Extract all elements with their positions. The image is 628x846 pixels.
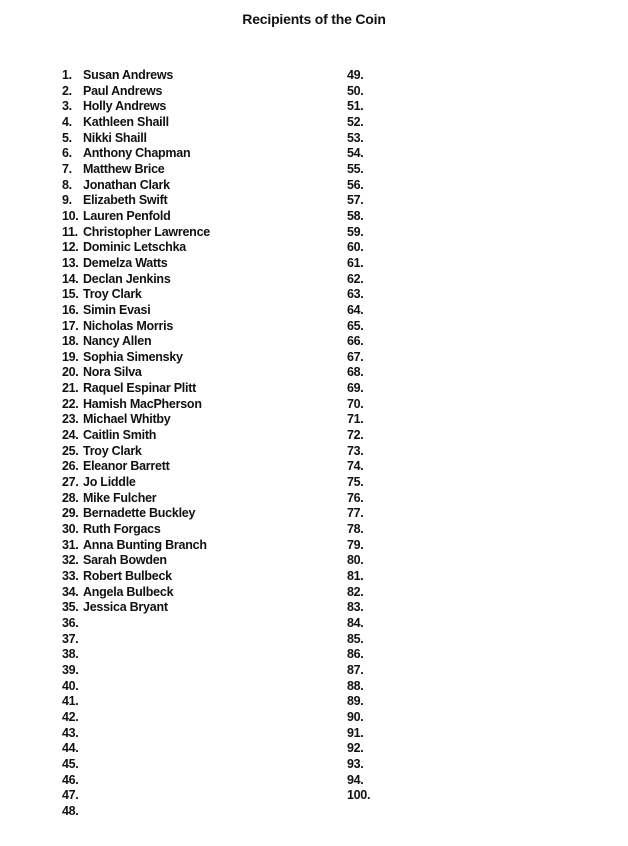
list-item-name: Sophia Simensky (83, 349, 183, 364)
list-item (347, 350, 370, 366)
list-item-name: Ruth Forgacs (83, 522, 161, 537)
list-item-number: 3. (62, 99, 72, 114)
list-item (62, 444, 210, 460)
list-item-number: 11. (62, 224, 78, 239)
list-item (347, 632, 370, 648)
list-item-number: 75. (347, 475, 364, 490)
list-item (62, 506, 210, 522)
list-item-number: 27. (62, 475, 79, 490)
list-item-number: 36. (62, 615, 79, 630)
list-item-number: 17. (62, 318, 79, 333)
list-item (347, 741, 370, 757)
list-item (62, 475, 210, 491)
list-item-number: 34. (62, 584, 79, 599)
list-item (347, 162, 370, 178)
list-item-number: 62. (347, 271, 364, 286)
list-item-name: Eleanor Barrett (83, 459, 170, 474)
list-item (62, 569, 210, 585)
list-item (62, 428, 210, 444)
list-item-number: 70. (347, 396, 364, 411)
list-item (62, 647, 210, 663)
list-item (62, 522, 210, 538)
list-item-number: 53. (347, 130, 364, 145)
list-item-number: 85. (347, 631, 364, 646)
list-item-name: Jessica Bryant (83, 600, 168, 615)
list-item-number: 86. (347, 647, 364, 662)
list-item (347, 710, 370, 726)
list-item (347, 538, 370, 554)
list-item-name: Hamish MacPherson (83, 396, 202, 411)
list-item-number: 89. (347, 694, 364, 709)
list-item-name: Mike Fulcher (83, 490, 157, 505)
list-item-number: 79. (347, 537, 364, 552)
list-item (347, 522, 370, 538)
list-item-number: 24. (62, 428, 79, 443)
list-item (62, 804, 210, 820)
list-item-number: 69. (347, 381, 364, 396)
list-item-name: Nancy Allen (83, 334, 152, 349)
list-item-number: 19. (62, 349, 79, 364)
list-item (347, 616, 370, 632)
list-item-number: 22. (62, 396, 79, 411)
list-item-number: 10. (62, 208, 79, 223)
list-item-number: 73. (347, 443, 364, 458)
list-item-number: 46. (62, 772, 79, 787)
list-item (62, 741, 210, 757)
list-item (62, 600, 210, 616)
list-item-number: 12. (62, 240, 79, 255)
list-item-number: 56. (347, 177, 364, 192)
list-item-number: 25. (62, 443, 79, 458)
list-item-number: 58. (347, 208, 364, 223)
list-item (347, 428, 370, 444)
list-item (62, 131, 210, 147)
list-item (62, 538, 210, 554)
list-item (62, 84, 210, 100)
list-item (347, 726, 370, 742)
list-item (62, 663, 210, 679)
list-item-name: Demelza Watts (83, 255, 168, 270)
list-item-name: Jo Liddle (83, 475, 136, 490)
list-item-number: 67. (347, 349, 364, 364)
list-item (62, 757, 210, 773)
list-item (347, 679, 370, 695)
list-item-name: Holly Andrews (83, 99, 167, 114)
list-item (347, 334, 370, 350)
list-item-name: Robert Bulbeck (83, 569, 172, 583)
list-item-number: 40. (62, 678, 79, 693)
list-item (347, 84, 370, 100)
list-item (347, 131, 370, 147)
list-item (347, 209, 370, 225)
list-item (62, 710, 210, 726)
recipient-list-left (62, 68, 210, 820)
list-item (347, 193, 370, 209)
list-item-number: 41. (62, 694, 79, 709)
list-item-number: 42. (62, 709, 79, 724)
list-item-name: Angela Bulbeck (83, 584, 174, 599)
list-item-number: 45. (62, 756, 79, 771)
list-item (62, 788, 210, 804)
list-item (62, 115, 210, 131)
list-item (347, 240, 370, 256)
list-item-number: 2. (62, 83, 72, 98)
list-item (347, 115, 370, 131)
list-item-number: 71. (347, 412, 364, 427)
list-item (62, 272, 210, 288)
list-item-number: 76. (347, 490, 364, 505)
list-item (347, 319, 370, 335)
list-item (62, 256, 210, 272)
list-item-name: Raquel Espinar Plitt (83, 381, 197, 396)
list-item (62, 303, 210, 319)
list-item-number: 43. (62, 725, 79, 740)
list-item-name: Christopher Lawrence (83, 224, 210, 239)
list-item-number: 91. (347, 725, 364, 740)
list-item (347, 178, 370, 194)
list-item-number: 44. (62, 741, 79, 756)
list-item-name: Jonathan Clark (83, 177, 170, 192)
list-item (347, 444, 370, 460)
list-item (62, 319, 210, 335)
list-item (62, 459, 210, 475)
list-item-name: Nora Silva (83, 365, 142, 380)
list-item-number: 49. (347, 68, 364, 82)
list-item-number: 32. (62, 553, 79, 568)
list-item-number: 57. (347, 193, 364, 208)
list-item-number: 80. (347, 553, 364, 568)
list-item (62, 585, 210, 601)
list-item (347, 757, 370, 773)
list-item (62, 209, 210, 225)
list-item-name: Dominic Letschka (83, 240, 186, 255)
list-item-number: 52. (347, 114, 364, 129)
list-item-name: Lauren Penfold (83, 208, 171, 223)
list-item-number: 55. (347, 161, 364, 176)
list-item (347, 256, 370, 272)
list-item (347, 412, 370, 428)
list-item-number: 29. (62, 506, 79, 521)
list-item (62, 225, 210, 241)
list-item-number: 30. (62, 522, 79, 537)
list-item-number: 15. (62, 287, 79, 302)
list-item (62, 553, 210, 569)
list-item-number: 74. (347, 459, 364, 474)
list-item-number: 16. (62, 302, 79, 317)
list-item-number: 26. (62, 459, 79, 474)
list-item (347, 68, 370, 84)
list-item (347, 553, 370, 569)
list-item-name: Elizabeth Swift (83, 193, 168, 208)
list-item (347, 773, 370, 789)
list-item-number: 66. (347, 334, 364, 349)
list-item-number: 84. (347, 615, 364, 630)
list-item (347, 694, 370, 710)
list-item-name: Troy Clark (83, 287, 142, 302)
list-item (347, 272, 370, 288)
list-item (62, 679, 210, 695)
list-item-number: 35. (62, 600, 79, 615)
list-item-number: 64. (347, 302, 364, 317)
list-item-number: 13. (62, 255, 79, 270)
list-item-number: 72. (347, 428, 364, 443)
list-item-number: 50. (347, 83, 364, 98)
list-item (347, 146, 370, 162)
list-item (62, 287, 210, 303)
list-item (347, 225, 370, 241)
list-item-name: Caitlin Smith (83, 428, 157, 443)
list-item-number: 92. (347, 741, 364, 756)
list-item (347, 381, 370, 397)
list-item-number: 7. (62, 161, 72, 176)
list-item (62, 240, 210, 256)
list-item-name: Paul Andrews (83, 83, 163, 98)
list-item (347, 99, 370, 115)
list-item (347, 459, 370, 475)
list-item (62, 334, 210, 350)
list-item-number: 4. (62, 114, 72, 129)
list-item-number: 54. (347, 146, 364, 161)
list-item-number: 61. (347, 255, 364, 270)
list-item (347, 475, 370, 491)
list-item-name: Nicholas Morris (83, 318, 174, 333)
list-item (62, 365, 210, 381)
list-item-number: 48. (62, 803, 79, 818)
list-item-number: 21. (62, 381, 79, 396)
list-item-number: 78. (347, 522, 364, 537)
list-item (347, 788, 370, 804)
list-item-number: 39. (62, 662, 79, 677)
list-item-number: 38. (62, 647, 79, 662)
list-item-number: 59. (347, 224, 364, 239)
list-item (62, 491, 210, 507)
list-item-number: 37. (62, 631, 79, 646)
list-item-number: 5. (62, 130, 72, 145)
list-item-number: 63. (347, 287, 364, 302)
list-item (347, 585, 370, 601)
list-item-number: 51. (347, 99, 364, 114)
list-item-number: 14. (62, 271, 79, 286)
list-item-number: 82. (347, 584, 364, 599)
list-item-number: 88. (347, 678, 364, 693)
list-item (347, 491, 370, 507)
list-item-number: 93. (347, 756, 364, 771)
list-item (347, 647, 370, 663)
recipient-list-right (347, 68, 370, 804)
list-item (347, 303, 370, 319)
list-item (62, 68, 210, 84)
list-item-name: Anna Bunting Branch (83, 537, 207, 552)
list-item-name: Sarah Bowden (83, 553, 167, 568)
list-item (62, 616, 210, 632)
list-item (62, 412, 210, 428)
list-item (62, 381, 210, 397)
list-item-number: 8. (62, 177, 72, 192)
list-item-number: 47. (62, 788, 79, 803)
list-item-number: 1. (62, 68, 72, 82)
list-item-number: 18. (62, 334, 79, 349)
list-item-name: Matthew Brice (83, 161, 165, 176)
list-item-name: Simin Evasi (83, 302, 151, 317)
list-item (347, 397, 370, 413)
list-item-number: 23. (62, 412, 79, 427)
list-item-number: 94. (347, 772, 364, 787)
list-item-name: Nikki Shaill (83, 130, 147, 145)
list-item-number: 90. (347, 709, 364, 724)
list-item (62, 773, 210, 789)
list-item-name: Susan Andrews (83, 68, 174, 82)
list-item-number: 9. (62, 193, 72, 208)
list-item (347, 663, 370, 679)
list-item-number: 68. (347, 365, 364, 380)
list-item-name: Kathleen Shaill (83, 114, 169, 129)
list-item-name: Bernadette Buckley (83, 506, 196, 521)
list-item (62, 397, 210, 413)
list-item-number: 60. (347, 240, 364, 255)
list-item-number: 100. (347, 788, 371, 803)
list-item-number: 20. (62, 365, 79, 380)
list-item-name: Troy Clark (83, 443, 142, 458)
list-item (62, 162, 210, 178)
list-item-number: 65. (347, 318, 364, 333)
list-item (62, 193, 210, 209)
list-item-number: 77. (347, 506, 364, 521)
list-item (347, 365, 370, 381)
list-item (62, 99, 210, 115)
list-item (347, 569, 370, 585)
list-item-name: Michael Whitby (83, 412, 171, 427)
list-item-number: 87. (347, 662, 364, 677)
list-item (62, 178, 210, 194)
list-item-name: Declan Jenkins (83, 271, 171, 286)
list-item (347, 506, 370, 522)
list-item-number: 83. (347, 600, 364, 615)
list-item-number: 81. (347, 569, 364, 583)
list-item-number: 33. (62, 569, 79, 583)
list-item (347, 600, 370, 616)
list-item-name: Anthony Chapman (83, 146, 191, 161)
list-item (62, 146, 210, 162)
list-item (62, 632, 210, 648)
list-item-number: 31. (62, 537, 79, 552)
list-item (62, 350, 210, 366)
list-item (347, 287, 370, 303)
page-title: Recipients of the Coin (242, 11, 386, 27)
list-item (62, 726, 210, 742)
list-item-number: 6. (62, 146, 72, 161)
list-item-number: 28. (62, 490, 79, 505)
list-item (62, 694, 210, 710)
